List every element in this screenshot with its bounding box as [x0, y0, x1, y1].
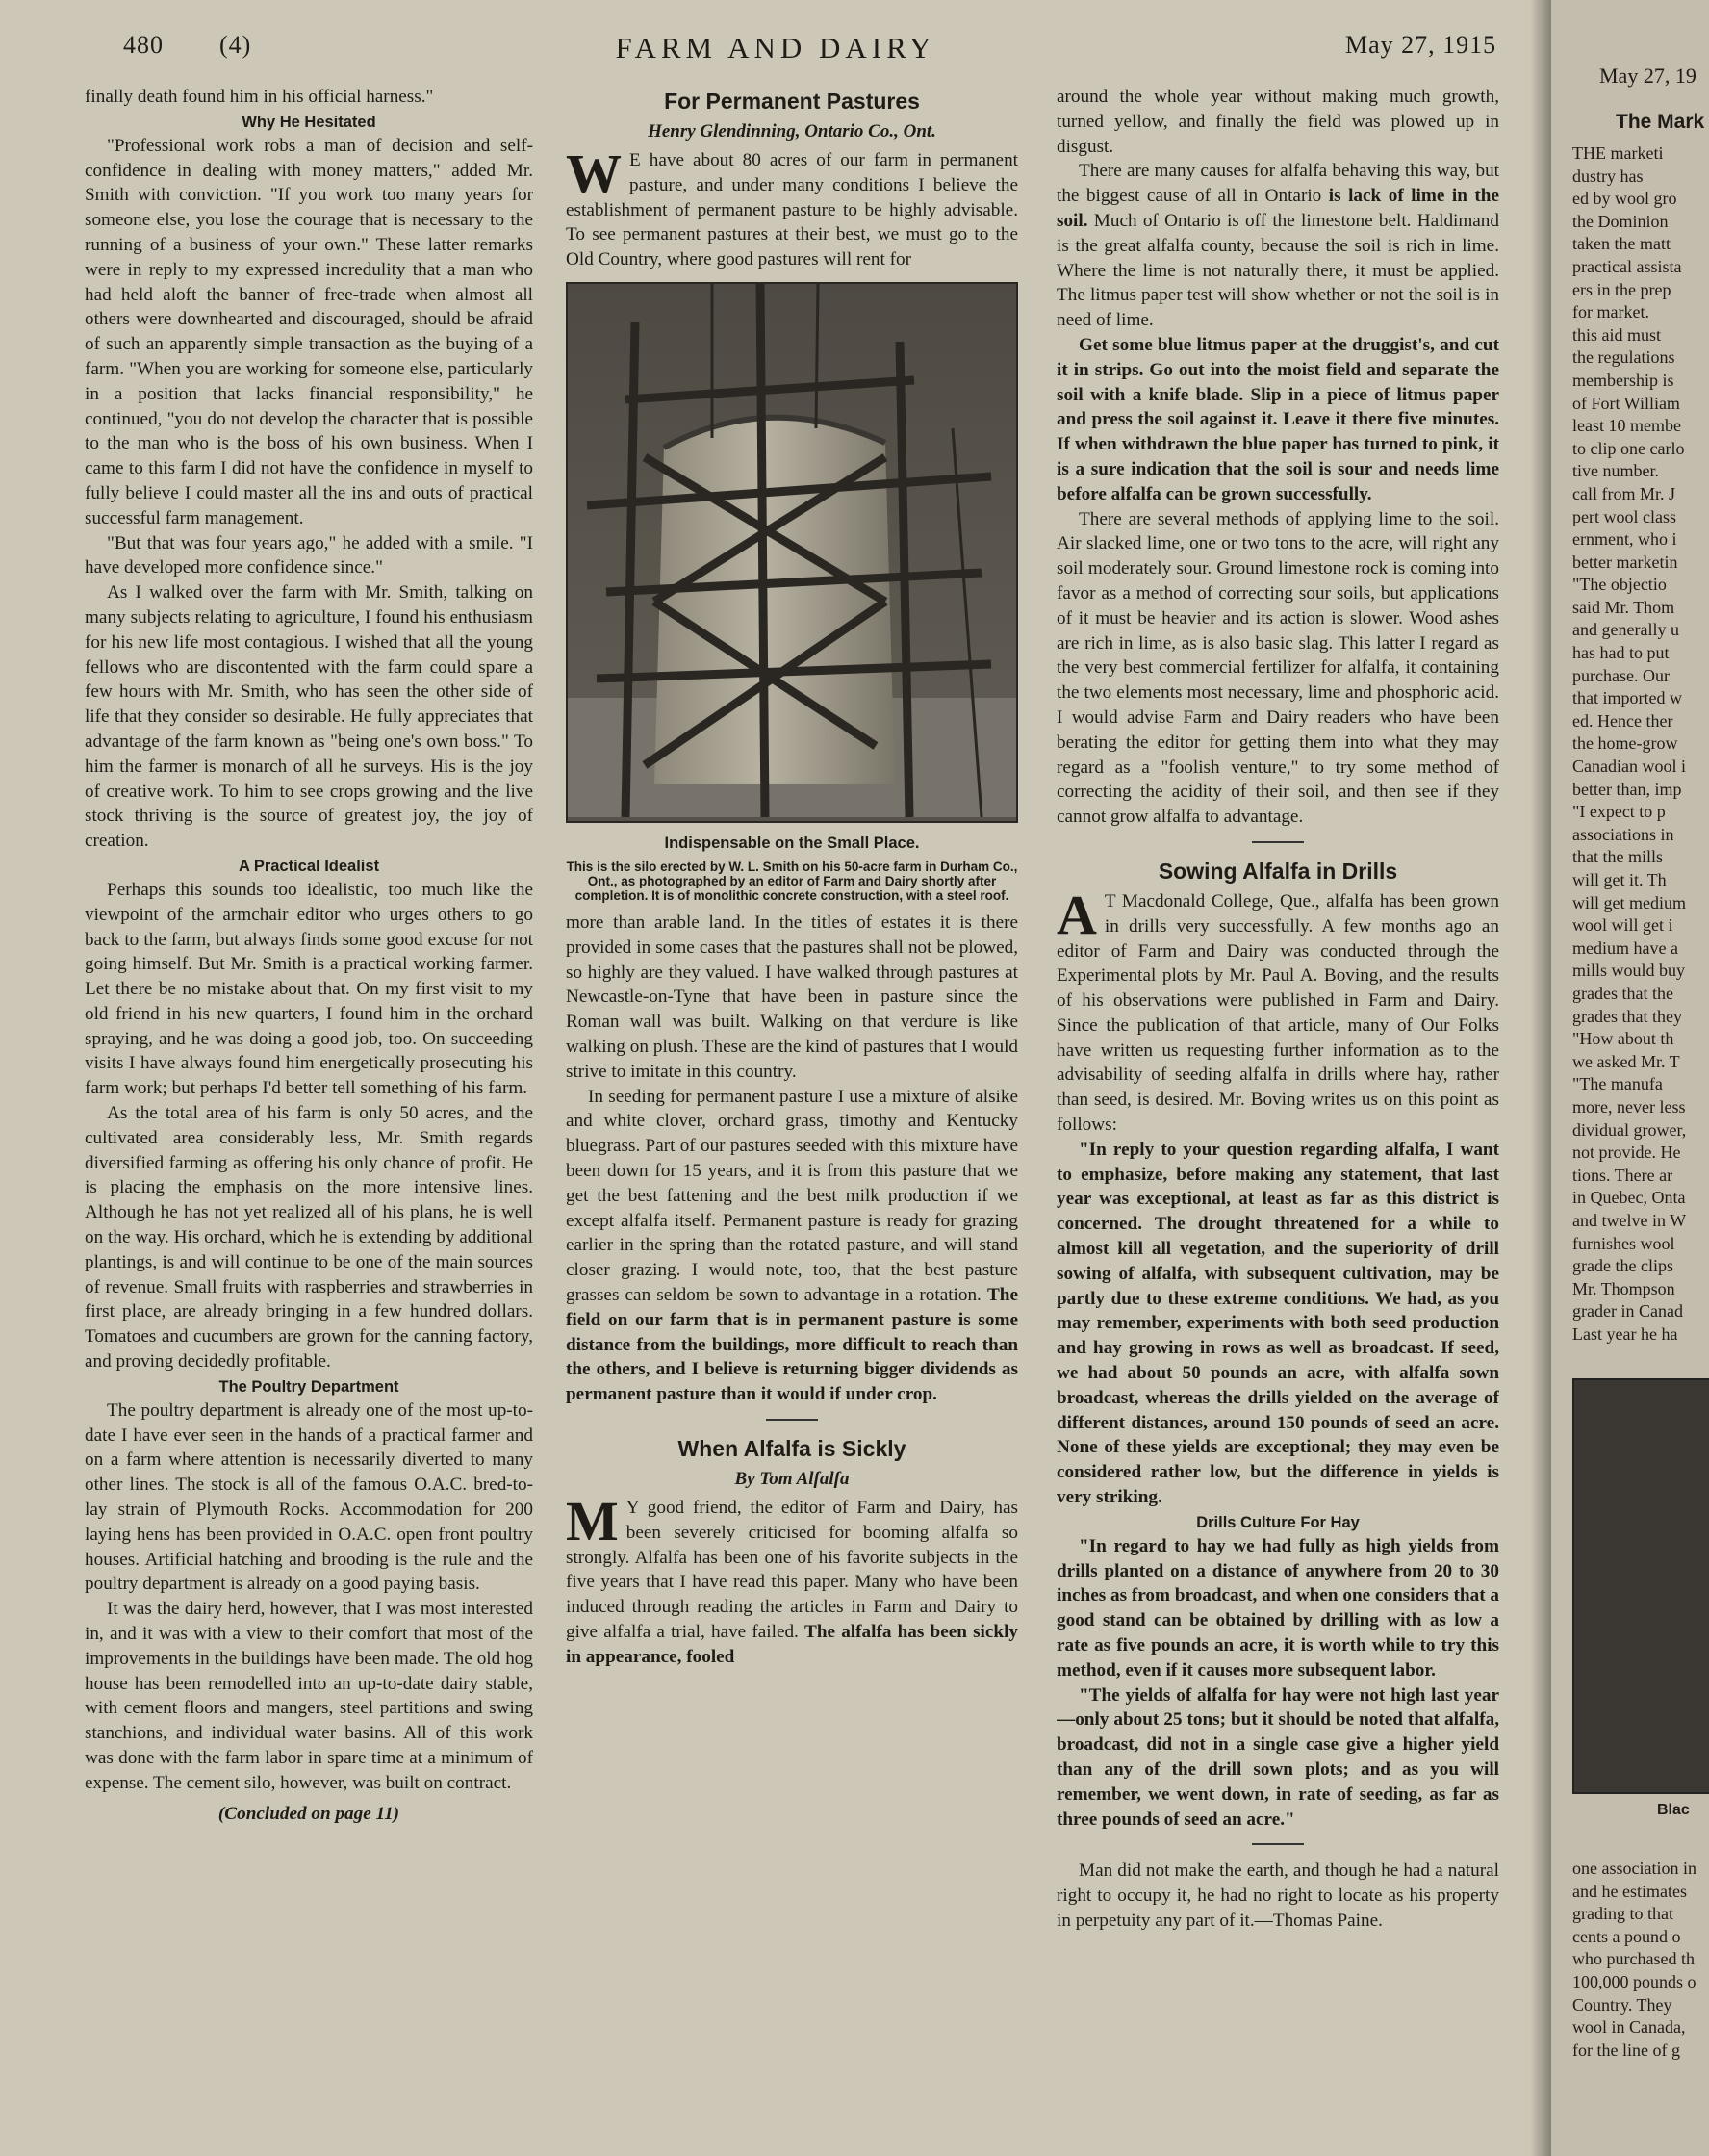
article-title: For Permanent Pastures	[664, 89, 920, 114]
text-line: this aid must	[1572, 324, 1662, 345]
text-line: cents a pound o	[1572, 1926, 1681, 1946]
text-line: grader in Canad	[1572, 1301, 1683, 1322]
text-line: Last year he ha	[1572, 1323, 1678, 1344]
text-line: membership is	[1572, 370, 1674, 390]
text-line: that the mills	[1572, 847, 1663, 867]
paragraph: finally death found him in his official harness."	[85, 87, 434, 107]
text-line: furnishes wool	[1572, 1233, 1675, 1253]
paragraph: W E have about 80 acres of our farm in permanent pasture, and under many conditions I believe the establishment of permanent pasture to be highly advisable. To see permanent pastures at their best, we must go to the Old Country, where good pastures will rent for	[566, 142, 1018, 270]
text-line: Country. They	[1572, 1994, 1672, 2015]
drop-cap: A	[1057, 883, 1097, 946]
text-line: least 10 membe	[1572, 416, 1681, 436]
text-line: Mr. Thompson	[1572, 1278, 1675, 1298]
text-line: taken the matt	[1572, 234, 1671, 254]
paragraph: "In reply to your question regarding alfalfa, I want to emphasize, before making any statement, that last year was exceptional, at least as far as this district is concerned. The drought threatened for a while to almost kill all vegetation, and the superiority of drill sowing of alfalfa, with subsequent cultivation, may be partly due to these extreme conditions. We had, as you may remember, experiments with both seed production and hay growing in rows as well as broadcast. If seed, we had about 50 pounds an acre, with alfalfa sown broadcast, whereas the drills yielded on the average of different distances, around 150 pounds of seed an acre. None of these yields are exceptional; they may even be considered rather low, but the difference in yields is very striking.	[1057, 1139, 1499, 1508]
text-line: ernment, who i	[1572, 529, 1677, 550]
paragraph: Perhaps this sounds too idealistic, too much like the viewpoint of the armchair editor who urges others to go back to the farm, but always finds some good excuse for not going himself. But Mr. Smith is a practical working farmer. Let there be no mistake about that. On my first visit to my old friend in his new quarters, I found him in the orchard spraying, and he was doing a good job, too. On succeeding visits I have always found him energetically prosecuting his farm work; but perhaps I'd better tell something of his farm.	[85, 879, 533, 1099]
text-line: practical assista	[1572, 256, 1682, 276]
text-line: call from Mr. J	[1572, 483, 1675, 503]
text-line: said Mr. Thom	[1572, 597, 1675, 617]
paragraph: "But that was four years ago," he added with a smile. "I have developed more confidence since."	[85, 532, 533, 578]
section-number: (4)	[219, 31, 252, 59]
text-line: more, never less	[1572, 1096, 1686, 1116]
continuation-note: (Concluded on page 11)	[217, 1803, 400, 1824]
text-line: THE marketi	[1572, 143, 1664, 163]
text-line: has had to put	[1572, 643, 1670, 663]
page-number: 480	[123, 31, 164, 59]
subheading: Drills Culture For Hay	[1196, 1513, 1360, 1531]
paragraph: It was the dairy herd, however, that I was most interested in, and it was with a view to their comfort that most of the improvements in the buildings have been made. The old hog house has been remodelled into an up-to-date dairy stable, with cement floors and mangers, steel partitions and swing stanchions, and individual water basins. All of this work was done with the farm labor in spare time at a minimum of expense. The cement silo, however, was built on contract.	[85, 1599, 533, 1793]
text-line: dividual grower,	[1572, 1119, 1687, 1140]
text-line: the Dominion	[1572, 211, 1669, 231]
text-line: and twelve in W	[1572, 1210, 1687, 1230]
text-line: the regulations	[1572, 347, 1675, 368]
text-line: who purchased th	[1572, 1949, 1695, 1969]
subheading: Why He Hesitated	[242, 113, 376, 131]
text-line: will get it. Th	[1572, 870, 1667, 889]
paragraph: "The yields of alfalfa for hay were not high last year—only about 25 tons; but it should be noted that alfalfa, broadcast, did not in a single case give a higher yield than any of the drill sown plots; and as you will remember, we went down, in rate of seeding, as far as three pounds of seed an acre."	[1057, 1684, 1499, 1830]
text-line: dustry has	[1572, 166, 1644, 186]
column-1	[85, 85, 533, 2058]
text-line: grading to that	[1572, 1904, 1673, 1924]
adjacent-article-title: The Mark	[1616, 111, 1705, 133]
page-header	[0, 31, 1551, 69]
byline: By Tom Alfalfa	[734, 1468, 850, 1489]
text-line: and he estimates	[1572, 1881, 1687, 1901]
adjacent-page-column-continued	[1572, 1858, 1709, 2146]
paragraph: more than arable land. In the titles of estates it is there provided in some cases that the pastures shall not be plowed, so highly are they valued. I have walked through pastures at Newcastle-on-Tyne that have been in pasture since the Roman wall was built. Walking on that verdure is like walking on plush. These are the kind of pastures that I would strive to imitate in this country.	[566, 911, 1018, 1082]
text-line: better marketin	[1572, 552, 1678, 572]
text-line: pert wool class	[1572, 506, 1676, 526]
paragraph: The poultry department is already one of the most up-to-date I have ever seen in the hands of a practical farmer and on a farm where attention is necessarily diverted to many other lines. The stock is all of the famous O.A.C. bred-to-lay strain of Plymouth Rocks. Accommodation for 200 laying hens has been provided in O.A.C. open front poultry houses. Artificial hatching and brooding is the rule and the poultry department is already on a good paying basis.	[85, 1399, 533, 1595]
subheading: A Practical Idealist	[238, 857, 380, 875]
text-line: grades that they	[1572, 1006, 1682, 1026]
column-3	[1057, 85, 1499, 2058]
adjacent-page-edge	[1551, 0, 1709, 2156]
adjacent-page-photo	[1572, 1378, 1709, 1794]
text-line: to clip one carlo	[1572, 438, 1685, 458]
photo-caption: This is the silo erected by W. L. Smith on his 50-acre farm in Durham Co., Ont., as photographed by an editor of Farm and Dairy shortly after completion. It is of monolithic concrete construction, with a steel roof.	[566, 859, 1018, 903]
text-line: 100,000 pounds o	[1572, 1971, 1696, 1991]
section-divider	[766, 1419, 818, 1421]
article-title: Sowing Alfalfa in Drills	[1158, 858, 1398, 884]
text-line: that imported w	[1572, 688, 1682, 708]
masthead-title: FARM AND DAIRY	[615, 31, 936, 64]
silo-photo	[566, 282, 1018, 823]
text-line: will get medium	[1572, 892, 1686, 912]
text-line: ers in the prep	[1572, 279, 1671, 299]
paragraph: M Y good friend, the editor of Farm and Dairy, has been severely criticised for booming alfalfa so strongly. Alfalfa has been one of his favorite subjects in the five years that I have read this paper. Many who have been induced through reading the articles in Farm and Dairy to give alfalfa a trial, have failed. The alfalfa has been sickly in appearance, fooled	[566, 1489, 1018, 1667]
text-line: "The manufa	[1572, 1074, 1663, 1094]
paragraph: There are many causes for alfalfa behaving this way, but the biggest cause of all in Ontario is lack of lime in the soil. Much of Ontario is off the limestone belt. Haldimand is the great alfalfa county, because the soil is rich in lime. Where the lime is not naturally there, it must be applied. The litmus paper test will show whether or not the soil is in need of lime.	[1057, 161, 1499, 331]
text-line: the home-grow	[1572, 733, 1678, 754]
paragraph: "In regard to hay we had fully as high yields from drills planted on a distance of anywhere from 20 to 30 inches as from broadcast, and when one considers that a good stand can be obtained by drilling with as low a rate as five pounds an acre, it is worth while to try this method, even if it causes more subsequent labor.	[1057, 1535, 1499, 1681]
text-line: grades that the	[1572, 983, 1673, 1003]
section-divider	[1252, 1843, 1304, 1845]
article-title: When Alfalfa is Sickly	[677, 1435, 906, 1461]
text-line: one association in	[1572, 1859, 1696, 1878]
drop-cap: M	[566, 1489, 619, 1553]
drop-cap: W	[566, 142, 622, 205]
paragraph: In seeding for permanent pasture I use a mixture of alsike and white clover, orchard grass, timothy and Kentucky bluegrass. Part of our pastures seeded with this mixture have been down for 15 years, and it is from this pasture that we get the best fattening and the best milk production if we except alfalfa itself. Permanent pasture is ready for grazing earlier in the spring than the rotated pasture, and will stand closer grazing. I would note, too, that the best pasture grasses can seldom be sown to advantage in a rotation. The field on our farm that is in permanent pasture is some distance from the buildings, more difficult to reach than the others, and I believe is returning bigger dividends as permanent pasture than it would if under crop.	[566, 1086, 1018, 1405]
section-divider	[1252, 841, 1304, 843]
text-line: mills would buy	[1572, 961, 1686, 981]
text-line: for market.	[1572, 302, 1649, 322]
paragraph: A T Macdonald College, Que., alfalfa has been grown in drills very successfully. A few months ago an editor of Farm and Dairy was conducted through the Experimental plots by Mr. Paul A. Boving, and the results of his observations were published in Farm and Dairy. Since the publication of that article, many of Our Folks have written us requesting further information as to the advisability of seeding alfalfa in drills where hay, rather than seed, is desired. Mr. Boving writes us on this point as follows:	[1057, 883, 1499, 1136]
text-line: tive number.	[1572, 461, 1659, 481]
quotation: Man did not make the earth, and though he had a natural right to occupy it, he had no right to locate as his property in perpetuity any part of it.—Thomas Paine.	[1057, 1861, 1499, 1931]
paragraph: Get some blue litmus paper at the druggist's, and cut it in strips. Go out into the moist field and separate the soil with a knife blade. Slip in a piece of litmus paper and press the soil against it. Leave it there five minutes. If when withdrawn the blue paper has turned to pink, it is a sure indication that the soil is sour and needs lime before alfalfa can be grown successfully.	[1057, 334, 1499, 504]
text-line: associations in	[1572, 824, 1674, 844]
text-line: wool in Canada,	[1572, 2017, 1686, 2038]
paragraph: "Professional work robs a man of decision and self-confidence in dealing with money matters," added Mr. Smith with conviction. "If you work too many years for someone else, you lose the courage that is necessary to the running of a business of your own." These latter remarks were in reply to my expressed incredulity that a man who had held aloft the banner of free-trade when almost all others were downhearted and discouraged, should be afraid of such an apparently simple transaction as the buying of a farm. "When you are working for someone else, particularly in a position that lacks financial responsibility," he continued, "you do not develop the character that is possible to the man who is the boss of his own business. When I came to this farm I did not have the confidence in myself to fully believe I could master all the ins and outs of practical successful farm management.	[85, 135, 533, 528]
subheading: The Poultry Department	[218, 1377, 399, 1396]
text-line: purchase. Our	[1572, 665, 1670, 685]
text-line: of Fort William	[1572, 393, 1680, 413]
adjacent-page-date: May 27, 19	[1599, 64, 1696, 88]
text-line: ed by wool gro	[1572, 189, 1677, 209]
adjacent-photo-caption: Blac	[1657, 1802, 1690, 1818]
silo-photo-image	[568, 284, 1016, 817]
text-line: and generally u	[1572, 620, 1679, 640]
photo-caption-title: Indispensable on the Small Place.	[664, 834, 920, 852]
text-line: "I expect to p	[1572, 802, 1666, 822]
paragraph: around the whole year without making much growth, turned yellow, and finally the field was plowed up in disgust.	[1057, 87, 1499, 157]
text-line: we asked Mr. T	[1572, 1051, 1680, 1071]
text-line: "The objectio	[1572, 575, 1667, 595]
paragraph: As the total area of his farm is only 50 acres, and the cultivated area considerably less, Mr. Smith regards diversified farming as offering his only chance of profit. He is placing the emphasis on the more intensive lines. Although he has not yet realized all of his plans, he is well on the way. His orchard, which he is extending by additional plantings, is and will continue to be one of the main sources of revenue. Small fruits with raspberries and strawberries in first place, are already bringing in a few hundred dollars. Tomatoes and cucumbers are grown for the canning factory, and proving decidedly profitable.	[85, 1103, 533, 1373]
paragraph: As I walked over the farm with Mr. Smith, talking on many subjects relating to agriculture, I found his enthusiasm for his new life most contagious. I wished that all the young fellows who are discontented with the farm could spare a few hours with Mr. Smith, who has seen the other side of life that they consider so desirable. He fully appreciates that advantage of the farm known as "being one's own boss." To him the farmer is monarch of all he surveys. His is the joy of creative work. To him to see crops growing and the live stock thriving is the source of greatest joy, the joy of creation.	[85, 582, 533, 852]
column-2	[566, 85, 1018, 2058]
text-line: "How about th	[1572, 1029, 1674, 1049]
text-line: medium have a	[1572, 937, 1678, 958]
text-line: wool will get i	[1572, 915, 1673, 936]
byline: Henry Glendinning, Ontario Co., Ont.	[648, 121, 936, 141]
text-line: for the line of g	[1572, 2040, 1680, 2060]
text-line: in Quebec, Onta	[1572, 1188, 1686, 1208]
text-line: better than, imp	[1572, 779, 1682, 799]
text-line: Canadian wool i	[1572, 757, 1686, 777]
text-line: ed. Hence ther	[1572, 710, 1673, 731]
text-line: tions. There ar	[1572, 1165, 1673, 1185]
text-line: grade the clips	[1572, 1256, 1673, 1276]
header-date: May 27, 1915	[1345, 31, 1497, 59]
text-line: not provide. He	[1572, 1142, 1681, 1163]
paragraph: There are several methods of applying lime to the soil. Air slacked lime, one or two tons to the acre, will right any soil moderately sour. Ground limestone rock is coming into favor as a method of correcting sour soils, but applications of it must be heavier and its action is slower. Wood ashes are rich in lime, as is also basic slag. This latter I regard as the very best commercial fertilizer for alfalfa, it containing the two elements most necessary, lime and phosphoric acid. I would advise Farm and Dairy readers who have been berating the editor for getting them into what they may regard as a "foolish venture," to try some method of correcting the acidity of their soil, and then see if they cannot grow alfalfa to advantage.	[1057, 508, 1499, 828]
